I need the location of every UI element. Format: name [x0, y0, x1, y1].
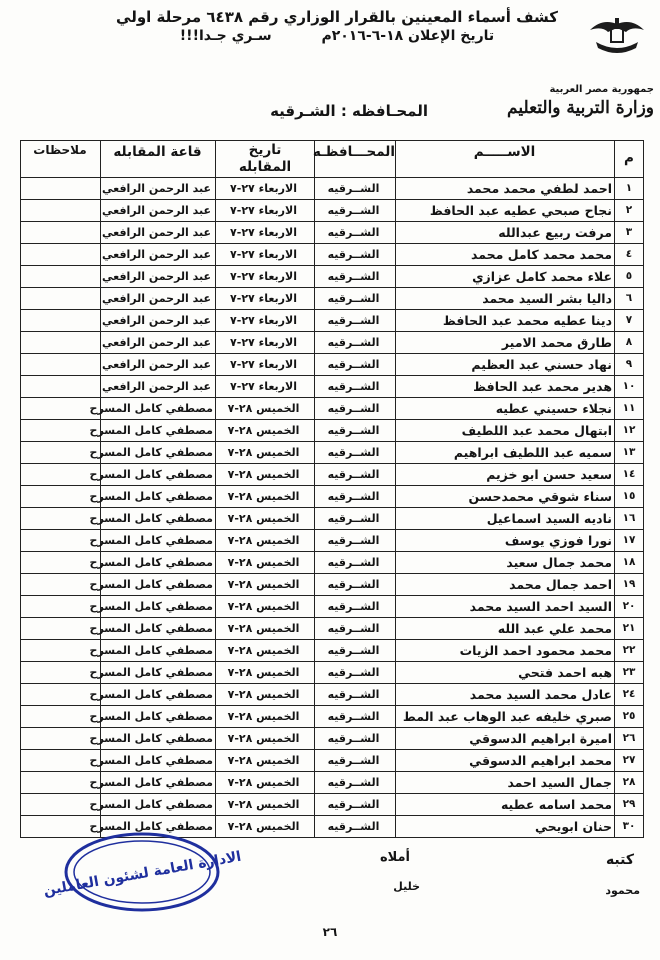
row-number: ٢٥ — [622, 710, 636, 722]
row-interview-hall: عبد الرحمن الرافعي — [101, 292, 212, 305]
row-governorate: الشــرقيه — [327, 292, 380, 305]
row-interview-hall: مصطفي كامل المسرح — [89, 732, 213, 745]
row-interview-date: الخميس ٢٨-٧ — [227, 732, 300, 745]
row-interview-hall: عبد الرحمن الرافعي — [101, 204, 212, 217]
header-interview-hall: قاعة المقابله — [113, 144, 202, 160]
row-interview-date: الخميس ٢٨-٧ — [227, 710, 300, 723]
header-interview-date: تاريخ المقابله — [238, 142, 292, 175]
announcement-date: تاريخ الإعلان ١٨-٦-٢٠١٦م — [321, 28, 495, 44]
row-interview-date: الاربعاء ٢٧-٧ — [230, 182, 297, 195]
row-interview-date: الخميس ٢٨-٧ — [227, 446, 300, 459]
row-name: محمد محمد كامل محمد — [471, 247, 612, 262]
writer-label: كتبه — [605, 852, 634, 868]
row-interview-hall: مصطفي كامل المسرح — [89, 798, 213, 811]
row-interview-hall: مصطفي كامل المسرح — [89, 534, 213, 547]
row-interview-date: الخميس ٢٨-٧ — [227, 424, 300, 437]
row-interview-date: الاربعاء ٢٧-٧ — [230, 270, 297, 283]
row-governorate: الشــرقيه — [327, 688, 380, 701]
row-notes — [20, 662, 98, 683]
row-governorate: الشــرقيه — [327, 732, 380, 745]
row-name: السيد احمد السيد محمد — [469, 599, 612, 614]
row-notes — [20, 640, 98, 661]
row-name: حنان ابويحي — [535, 819, 612, 834]
row-governorate: الشــرقيه — [327, 710, 380, 723]
row-governorate: الشــرقيه — [327, 600, 380, 613]
row-notes — [20, 794, 98, 815]
row-number: ٨ — [625, 336, 633, 348]
row-name: نجلاء حسيني عطيه — [495, 401, 612, 416]
row-interview-date: الاربعاء ٢٧-٧ — [230, 248, 297, 261]
confidential-mark: سـري جـدا!!! — [179, 28, 272, 44]
row-interview-hall: عبد الرحمن الرافعي — [101, 270, 212, 283]
row-notes — [20, 244, 98, 265]
row-number: ٣٠ — [622, 820, 636, 832]
row-governorate: الشــرقيه — [327, 182, 380, 195]
row-name: دينا عطيه محمد عبد الحافظ — [442, 313, 612, 328]
row-notes — [20, 684, 98, 705]
row-name: هبه احمد فتحي — [518, 665, 612, 680]
row-interview-date: الاربعاء ٢٧-٧ — [230, 204, 297, 217]
row-governorate: الشــرقيه — [327, 226, 380, 239]
row-governorate: الشــرقيه — [327, 820, 380, 833]
row-name: نهاد حسني عبد العظيم — [471, 357, 612, 372]
row-interview-date: الخميس ٢٨-٧ — [227, 644, 300, 657]
row-interview-hall: مصطفي كامل المسرح — [89, 754, 213, 767]
row-number: ١٠ — [622, 380, 636, 392]
row-name: داليا بشر السيد محمد — [482, 291, 612, 306]
row-interview-hall: مصطفي كامل المسرح — [89, 446, 213, 459]
row-interview-date: الاربعاء ٢٧-٧ — [230, 358, 297, 371]
row-governorate: الشــرقيه — [327, 776, 380, 789]
row-governorate: الشــرقيه — [327, 204, 380, 217]
appointees-table — [20, 140, 644, 837]
row-notes — [20, 508, 98, 529]
row-name: محمد علي عبد الله — [497, 621, 612, 636]
row-interview-hall: عبد الرحمن الرافعي — [101, 358, 212, 371]
row-name: صبري خليفه عبد الوهاب عبد المط — [402, 709, 612, 724]
row-number: ٩ — [625, 358, 633, 370]
row-interview-hall: مصطفي كامل المسرح — [89, 688, 213, 701]
row-name: سميه عبد اللطيف ابراهيم — [453, 445, 612, 460]
row-name: عادل محمد السيد محمد — [469, 687, 612, 702]
row-interview-date: الاربعاء ٢٧-٧ — [230, 292, 297, 305]
announcement-line — [102, 28, 572, 44]
row-name: ناديه السيد اسماعيل — [486, 511, 612, 526]
row-interview-date: الخميس ٢٨-٧ — [227, 798, 300, 811]
row-notes — [20, 288, 98, 309]
row-governorate: الشــرقيه — [327, 754, 380, 767]
row-name: طارق محمد الامير — [501, 335, 612, 350]
row-interview-date: الخميس ٢٨-٧ — [227, 754, 300, 767]
stamp-text: الادارة العامة لشئون العاملين — [42, 848, 243, 900]
row-number: ١ — [625, 182, 633, 194]
row-notes — [20, 706, 98, 727]
row-interview-hall: مصطفي كامل المسرح — [89, 710, 213, 723]
row-number: ١٢ — [622, 424, 636, 436]
row-interview-date: الخميس ٢٨-٧ — [227, 600, 300, 613]
row-number: ١٩ — [622, 578, 636, 590]
row-number: ٢٣ — [622, 666, 636, 678]
row-interview-hall: مصطفي كامل المسرح — [89, 468, 213, 481]
row-number: ٢٨ — [622, 776, 636, 788]
page-number: ٢٦ — [322, 925, 338, 939]
row-notes — [20, 574, 98, 595]
writer-name: محمود — [605, 884, 640, 897]
row-interview-date: الخميس ٢٨-٧ — [227, 490, 300, 503]
row-notes — [20, 354, 98, 375]
row-interview-date: الخميس ٢٨-٧ — [227, 622, 300, 635]
row-number: ١٤ — [622, 468, 636, 480]
row-governorate: الشــرقيه — [327, 358, 380, 371]
row-interview-hall: عبد الرحمن الرافعي — [101, 182, 212, 195]
row-governorate: الشــرقيه — [327, 270, 380, 283]
row-number: ٢٤ — [622, 688, 636, 700]
eagle-crest-icon — [586, 14, 648, 58]
document-title: كشف أسماء المعينين بالقرار الوزاري رقم ٦٤٣٨ مرحلة اولي — [116, 8, 558, 26]
row-interview-date: الخميس ٢٨-٧ — [227, 468, 300, 481]
row-name: هدير محمد عبد الحافظ — [473, 379, 612, 394]
row-interview-date: الخميس ٢٨-٧ — [227, 578, 300, 591]
row-notes — [20, 178, 98, 199]
row-notes — [20, 442, 98, 463]
row-interview-hall: مصطفي كامل المسرح — [89, 666, 213, 679]
row-name: علاء محمد كامل عزازي — [472, 269, 612, 284]
row-interview-date: الاربعاء ٢٧-٧ — [230, 380, 297, 393]
header-notes: ملاحظات — [33, 143, 87, 157]
header-governorate: المحـــافظـه — [312, 144, 395, 160]
header-name: الاســـــم — [473, 144, 536, 160]
row-interview-hall: مصطفي كامل المسرح — [89, 578, 213, 591]
row-governorate: الشــرقيه — [327, 380, 380, 393]
dictated-label: أملاه — [379, 850, 410, 865]
row-name: محمد ابراهيم الدسوقي — [469, 753, 612, 768]
row-governorate: الشــرقيه — [327, 248, 380, 261]
row-interview-hall: عبد الرحمن الرافعي — [101, 226, 212, 239]
row-name: ابتهال محمد عبد اللطيف — [461, 423, 612, 438]
row-notes — [20, 200, 98, 221]
row-interview-hall: مصطفي كامل المسرح — [89, 776, 213, 789]
row-interview-hall: عبد الرحمن الرافعي — [101, 248, 212, 261]
row-notes — [20, 728, 98, 749]
row-notes — [20, 332, 98, 353]
row-number: ٢٩ — [622, 798, 636, 810]
row-number: ٢١ — [622, 622, 636, 634]
row-interview-hall: مصطفي كامل المسرح — [89, 402, 213, 415]
row-notes — [20, 398, 98, 419]
ministry-label: وزارة التربية والتعليم — [507, 98, 654, 118]
row-interview-hall: مصطفي كامل المسرح — [89, 644, 213, 657]
row-interview-hall: مصطفي كامل المسرح — [89, 622, 213, 635]
row-number: ٦ — [625, 292, 633, 304]
row-interview-hall: مصطفي كامل المسرح — [89, 424, 213, 437]
row-governorate: الشــرقيه — [327, 468, 380, 481]
row-name: سعيد حسن ابو خزيم — [486, 467, 612, 482]
row-interview-date: الاربعاء ٢٧-٧ — [230, 314, 297, 327]
row-notes — [20, 486, 98, 507]
row-governorate: الشــرقيه — [327, 534, 380, 547]
row-interview-date: الخميس ٢٨-٧ — [227, 776, 300, 789]
row-governorate: الشــرقيه — [327, 666, 380, 679]
row-interview-date: الخميس ٢٨-٧ — [227, 534, 300, 547]
row-number: ١٦ — [622, 512, 636, 524]
row-number: ١٧ — [622, 534, 636, 546]
row-notes — [20, 750, 98, 771]
row-interview-date: الخميس ٢٨-٧ — [227, 512, 300, 525]
republic-label: جمهورية مصر العربية — [549, 84, 654, 95]
row-name: نجاح صبحي عطيه عبد الحافظ — [429, 203, 612, 218]
row-interview-hall: مصطفي كامل المسرح — [89, 600, 213, 613]
row-governorate: الشــرقيه — [327, 798, 380, 811]
row-number: ١١ — [622, 402, 636, 414]
row-interview-date: الخميس ٢٨-٧ — [227, 402, 300, 415]
row-governorate: الشــرقيه — [327, 446, 380, 459]
row-notes — [20, 310, 98, 331]
row-interview-date: الاربعاء ٢٧-٧ — [230, 336, 297, 349]
row-number: ٤ — [625, 248, 633, 260]
row-name: مرفت ربيع عبدالله — [498, 225, 612, 240]
row-interview-date: الخميس ٢٨-٧ — [227, 666, 300, 679]
row-number: ٣ — [625, 226, 633, 238]
row-notes — [20, 772, 98, 793]
row-interview-date: الخميس ٢٨-٧ — [227, 556, 300, 569]
row-governorate: الشــرقيه — [327, 336, 380, 349]
row-notes — [20, 266, 98, 287]
row-notes — [20, 222, 98, 243]
row-number: ٧ — [625, 314, 633, 326]
row-interview-hall: عبد الرحمن الرافعي — [101, 336, 212, 349]
row-number: ٢٠ — [622, 600, 636, 612]
row-governorate: الشــرقيه — [327, 402, 380, 415]
row-governorate: الشــرقيه — [327, 424, 380, 437]
row-interview-hall: مصطفي كامل المسرح — [89, 820, 213, 833]
row-notes — [20, 420, 98, 441]
row-number: ١٨ — [622, 556, 636, 568]
row-name: نورا فوزي يوسف — [504, 533, 612, 548]
row-name: سناء شوقي محمدحسن — [468, 489, 612, 504]
row-name: احمد لطفي محمد محمد — [466, 181, 612, 196]
row-name: اميرة ابراهيم الدسوقي — [469, 731, 612, 746]
row-number: ٢٧ — [622, 754, 636, 766]
row-governorate: الشــرقيه — [327, 622, 380, 635]
dictated-name: خليل — [393, 880, 420, 893]
row-interview-date: الخميس ٢٨-٧ — [227, 688, 300, 701]
row-governorate: الشــرقيه — [327, 314, 380, 327]
row-number: ٥ — [625, 270, 633, 282]
row-notes — [20, 618, 98, 639]
row-governorate: الشــرقيه — [327, 644, 380, 657]
row-name: محمد محمود احمد الزيات — [459, 643, 612, 658]
row-interview-hall: عبد الرحمن الرافعي — [101, 314, 212, 327]
row-number: ٢٦ — [622, 732, 636, 744]
row-name: احمد جمال محمد — [509, 577, 612, 592]
row-name: محمد جمال سعيد — [506, 555, 612, 570]
row-notes — [20, 464, 98, 485]
row-interview-date: الخميس ٢٨-٧ — [227, 820, 300, 833]
row-interview-hall: مصطفي كامل المسرح — [89, 556, 213, 569]
official-stamp — [42, 830, 243, 914]
row-name: جمال السيد احمد — [507, 775, 612, 790]
row-interview-hall: مصطفي كامل المسرح — [89, 512, 213, 525]
row-number: ٢ — [625, 204, 633, 216]
row-notes — [20, 596, 98, 617]
governorate-label: المحـافظه : الشـرقيه — [270, 102, 428, 120]
row-number: ١٥ — [622, 490, 636, 502]
row-interview-hall: عبد الرحمن الرافعي — [101, 380, 212, 393]
row-notes — [20, 552, 98, 573]
row-number: ٢٢ — [622, 644, 636, 656]
row-governorate: الشــرقيه — [327, 556, 380, 569]
row-governorate: الشــرقيه — [327, 512, 380, 525]
row-interview-hall: مصطفي كامل المسرح — [89, 490, 213, 503]
row-notes — [20, 376, 98, 397]
row-interview-date: الاربعاء ٢٧-٧ — [230, 226, 297, 239]
row-name: محمد اسامه عطيه — [500, 797, 612, 812]
row-number: ١٣ — [622, 446, 636, 458]
header-num: م — [624, 150, 634, 166]
row-governorate: الشــرقيه — [327, 490, 380, 503]
row-governorate: الشــرقيه — [327, 578, 380, 591]
row-notes — [20, 530, 98, 551]
